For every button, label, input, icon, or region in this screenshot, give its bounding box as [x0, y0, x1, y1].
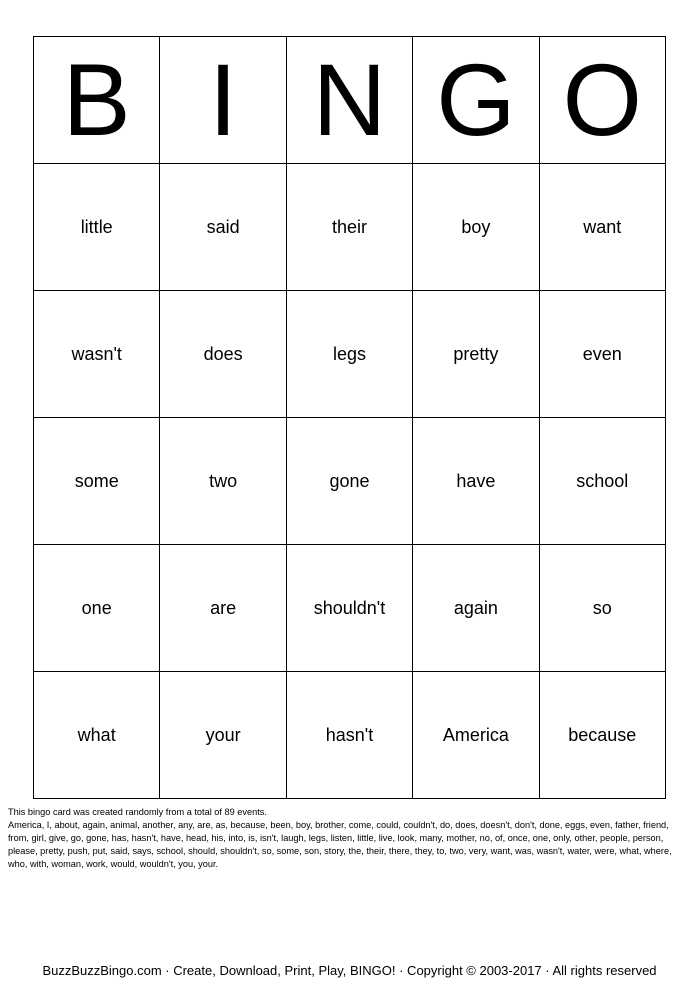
- bingo-row-1: [34, 164, 666, 291]
- bingo-cell: some: [34, 418, 160, 545]
- bingo-cell: what: [34, 672, 160, 799]
- bingo-row-4: [34, 545, 666, 672]
- bingo-cell: gone: [286, 418, 412, 545]
- bingo-row-2: [34, 291, 666, 418]
- bingo-cell: does: [160, 291, 286, 418]
- bingo-cell: two: [160, 418, 286, 545]
- header-letter-b: B: [34, 37, 160, 164]
- bingo-cell: shouldn't: [286, 545, 412, 672]
- bingo-cell: boy: [413, 164, 539, 291]
- header-letter-n: N: [286, 37, 412, 164]
- bingo-cell: one: [34, 545, 160, 672]
- card-summary: This bingo card was created randomly from a total of 89 events.: [8, 807, 267, 817]
- bingo-cell: so: [539, 545, 665, 672]
- bingo-cell: because: [539, 672, 665, 799]
- bingo-header-row: [34, 37, 666, 164]
- bingo-row-5: [34, 672, 666, 799]
- bingo-cell: are: [160, 545, 286, 672]
- bingo-cell: legs: [286, 291, 412, 418]
- bingo-cell: little: [34, 164, 160, 291]
- bingo-cell: said: [160, 164, 286, 291]
- bingo-row-3: [34, 418, 666, 545]
- bingo-cell: America: [413, 672, 539, 799]
- bingo-cell: your: [160, 672, 286, 799]
- header-letter-g: G: [413, 37, 539, 164]
- bingo-cell: again: [413, 545, 539, 672]
- bingo-cell: school: [539, 418, 665, 545]
- word-list: America, I, about, again, animal, another, any, are, as, because, been, boy, brother, come, could, couldn't, do, does, doesn't, don't, done, eggs, even, father, friend, from, girl, give, go, gone, has, hasn't, have, head, his, into, is, isn't, laugh, legs, listen, little, live, look, many, mother, no, of, once, one, only, other, people, person, please, pretty, push, put, said, says, school, should, shouldn't, so, some, son, story, the, their, there, they, to, two, very, want, was, wasn't, water, were, what, where, who, with, woman, work, would, wouldn't, you, your.: [8, 820, 672, 869]
- bingo-cell: wasn't: [34, 291, 160, 418]
- bingo-cell: even: [539, 291, 665, 418]
- card-info: [8, 806, 690, 871]
- header-letter-o: O: [539, 37, 665, 164]
- header-letter-i: I: [160, 37, 286, 164]
- bingo-cell: pretty: [413, 291, 539, 418]
- footer-copyright: BuzzBuzzBingo.com · Create, Download, Print, Play, BINGO! · Copyright © 2003-2017 · All rights reserved: [42, 963, 657, 978]
- bingo-cell: their: [286, 164, 412, 291]
- bingo-cell: have: [413, 418, 539, 545]
- bingo-cell: hasn't: [286, 672, 412, 799]
- bingo-cell: want: [539, 164, 665, 291]
- bingo-card: [33, 36, 666, 799]
